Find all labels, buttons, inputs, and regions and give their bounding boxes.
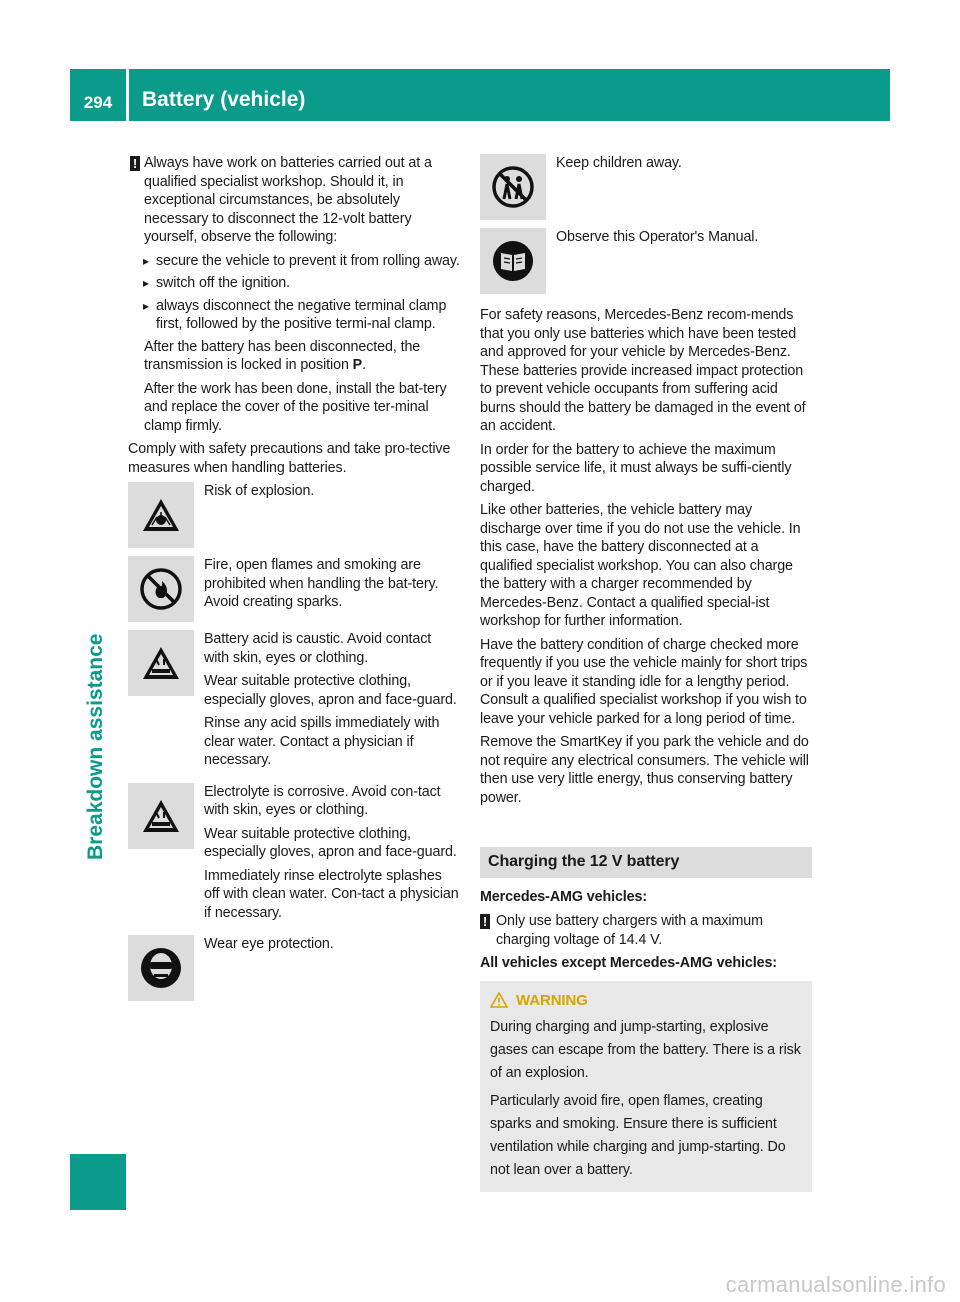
symbol-text: Risk of explosion. [204,483,315,499]
warning-text: Particularly avoid fire, open flames, creating sparks and smoking. Ensure there is sufficient ventilation while charging and jump-starting. Do not lean over a battery. [490,1092,786,1178]
watermark: carmanualsonline.info [725,1272,946,1297]
warning-triangle-icon [490,992,508,1008]
symbol-row [128,783,460,928]
paragraph: Comply with safety precautions and take pro-tective measures when handling batteries. [128,441,451,476]
corrosive-warning-icon [128,630,194,696]
paragraph: Remove the SmartKey if you park the vehicle and do not require any electrical consumers. The vehicle will then use very little energy, thus conserving battery power. [480,734,809,806]
symbol-row [128,630,460,775]
paragraph: In order for the battery to achieve the maximum possible service life, it must always be suffi-ciently charged. [480,441,792,495]
symbol-text: Wear suitable protective clothing, especially gloves, apron and face-guard. [204,825,457,860]
no-fire-icon [128,556,194,622]
notice-paragraph [480,912,812,949]
header-divider [126,69,129,121]
eye-protection-icon [128,935,194,1001]
explosion-warning-icon [128,482,194,548]
symbol-row [480,228,812,294]
symbol-row [480,154,812,220]
warning-label: WARNING [516,991,588,1009]
symbol-row [128,935,460,1001]
symbol-text: Keep children away. [556,155,682,171]
text: . [362,357,366,373]
symbol-text: Battery acid is caustic. Avoid contact with skin, eyes or clothing. [204,631,432,666]
symbol-text: Observe this Operator's Manual. [556,229,759,245]
electrolyte-warning-icon [128,783,194,849]
paragraph: Like other batteries, the vehicle battery may discharge over time if you do not use the vehicle. In this case, have the battery disconnected at a qualified specialist workshop. You can also charge the battery with a charger recommended by Mercedes-Benz. Contact a qualified special-ist workshop for further information. [480,502,801,629]
symbol-text: Wear eye protection. [204,936,334,952]
warning-text: During charging and jump-starting, explosive gases can escape from the battery. There is a risk of an explosion. [490,1018,801,1081]
symbol-text: Wear suitable protective clothing, especially gloves, apron and face-guard. [204,673,457,708]
symbol-row [128,482,460,548]
notice-icon: ! [480,914,490,929]
warning-title [490,989,802,1012]
paragraph: After the work has been done, install the bat-tery and replace the cover of the positive ter-minal clamp firmly. [144,380,447,434]
symbol-row [128,556,460,622]
right-column [480,154,812,1192]
notice-paragraph [128,154,460,247]
paragraph: For safety reasons, Mercedes-Benz recom-mends that you only use batteries which have been tested and approved for your vehicle by Mercedes-Benz. These batteries provide increased impact protection to prevent vehicle occupants from suffering acid burns should the battery be damaged in the event of an accident. [480,307,806,434]
section-tab-marker [70,1154,126,1210]
text: After the battery has been disconnected, the transmission is locked in position [144,338,421,373]
subheading: Mercedes-AMG vehicles: [480,888,648,905]
symbol-text: Fire, open flames and smoking are prohibited when handling the bat-tery. Avoid creating sparks. [204,557,439,610]
paragraph [128,338,460,375]
list-item: ▸ switch off the ignition. [128,274,460,293]
page-number: 294 [83,93,113,112]
keep-children-away-icon [480,154,546,220]
warning-box [480,981,812,1192]
subheading: All vehicles except Mercedes-AMG vehicles: [480,955,777,971]
list-item: ▸ always disconnect the negative terminal clamp first, followed by the positive termi-nal clamp. [128,297,460,334]
operators-manual-icon [480,228,546,294]
page-title: Battery (vehicle) [142,88,306,111]
notice-icon: ! [130,156,140,171]
symbol-text: Rinse any acid spills immediately with clear water. Contact a physician if necessary. [204,715,440,768]
paragraph: Have the battery condition of charge checked more frequently if you use the vehicle mainly for short trips or if you leave it standing idle for a lengthy period. Consult a qualified specialist workshop if you wish to leave your vehicle parked for a long period of time. [480,636,808,727]
notice-text: Only use battery chargers with a maximum charging voltage of 14.4 V. [496,913,763,948]
left-column [128,154,460,1009]
list-item: ▸ secure the vehicle to prevent it from rolling away. [128,252,460,271]
position-letter: P [352,357,363,373]
section-heading: Charging the 12 V battery [480,847,812,878]
section-tab-label: Breakdown assistance [84,633,107,860]
symbol-text: Immediately rinse electrolyte splashes off with clean water. Con-tact a physician if necessary. [204,867,459,921]
symbol-text: Electrolyte is corrosive. Avoid con-tact with skin, eyes or clothing. [204,783,441,818]
notice-text: Always have work on batteries carried out at a qualified specialist workshop. Should it, in exceptional circumstances, be absolutely necessary to disconnect the 12-volt battery yourself, observe the following: [144,155,432,245]
